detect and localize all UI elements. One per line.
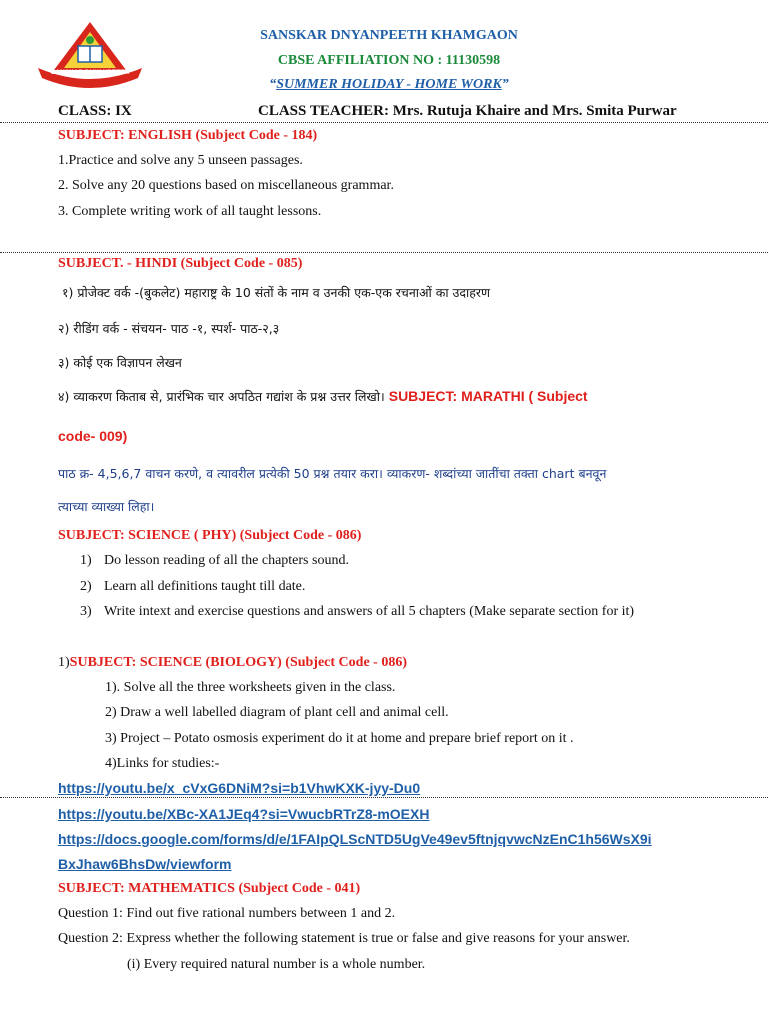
quote-open: “ xyxy=(269,77,277,92)
hindi-heading: SUBJECT. - HINDI (Subject Code - 085) xyxy=(58,256,303,271)
english-heading: SUBJECT: ENGLISH (Subject Code - 184) xyxy=(58,128,318,143)
logo-banner-text: SANSKAR DNYANPEETH xyxy=(50,69,130,76)
quote-close: ” xyxy=(501,77,509,92)
class-teacher: CLASS TEACHER: Mrs. Rutuja Khaire and Mrs. Smita Purwar xyxy=(258,103,677,119)
marathi-text: पाठ क्र- 4,5,6,7 वाचन करणे, व त्यावरील प्रत्येकी 50 प्रश्न तयार करा। व्याकरण- शब्दांच्या जातींचा तक्ता chart बनवून xyxy=(58,466,607,481)
physics-heading: SUBJECT: SCIENCE ( PHY) (Subject Code - 086) xyxy=(58,528,362,543)
item-text: Write intext and exercise questions and answers of all 5 chapters (Make separate section for it) xyxy=(104,604,635,619)
physics-item xyxy=(80,579,305,595)
item-number: 1) xyxy=(80,553,92,568)
item-text: Do lesson reading of all the chapters sound. xyxy=(104,553,349,568)
physics-item xyxy=(80,604,634,620)
divider xyxy=(0,797,768,798)
marathi-heading: SUBJECT: MARATHI ( Subject xyxy=(388,388,588,404)
biology-item: 3) Project – Potato osmosis experiment do it at home and prepare brief report on it . xyxy=(105,731,574,746)
hindi-item: ४) व्याकरण किताब से, प्रारंभिक चार अपठित गद्यांश के प्रश्न उत्तर लिखो। xyxy=(58,389,385,404)
item-text: Learn all definitions taught till date. xyxy=(104,579,306,594)
physics-item xyxy=(80,553,349,569)
marathi-heading-cont: code- 009) xyxy=(58,428,128,444)
school-name: SANSKAR DNYANPEETH KHAMGAON xyxy=(260,28,518,43)
affiliation-line: CBSE AFFILIATION NO : 11130598 xyxy=(277,53,501,68)
study-link[interactable]: https://youtu.be/x_cVxG6DNiM?si=b1VhwKXK-jyy-Du0 xyxy=(58,780,421,796)
study-link[interactable]: https://youtu.be/XBc-XA1JEq4?si=VwucbRTrZ8-mOEXH xyxy=(58,806,430,822)
maths-question: Question 1: Find out five rational numbers between 1 and 2. xyxy=(58,906,396,921)
maths-heading: SUBJECT: MATHEMATICS (Subject Code - 041) xyxy=(58,881,361,896)
biology-item: 2) Draw a well labelled diagram of plant cell and animal cell. xyxy=(105,705,449,720)
biology-item: 1). Solve all the three worksheets given in the class. xyxy=(105,680,396,695)
marathi-text: त्याच्या व्याख्या लिहा। xyxy=(58,499,155,514)
homework-title xyxy=(0,77,768,93)
biology-prefix: 1) xyxy=(58,655,70,670)
hindi-item: ३) कोई एक विज्ञापन लेखन xyxy=(58,355,182,370)
biology-heading: SUBJECT: SCIENCE (BIOLOGY) (Subject Code - 086) xyxy=(69,655,407,670)
class-label: CLASS: IX xyxy=(58,103,132,119)
study-link[interactable]: https://docs.google.com/forms/d/e/1FAIpQLScNTD5UgVe49ev5ftnjqvwcNzEnC1h56WsX9i xyxy=(58,831,652,847)
study-link-cont[interactable]: BxJhaw6BhsDw/viewform xyxy=(58,856,232,872)
english-item: 2. Solve any 20 questions based on miscellaneous grammar. xyxy=(58,178,394,193)
english-item: 1.Practice and solve any 5 unseen passages. xyxy=(58,153,303,168)
maths-subquestion: (i) Every required natural number is a whole number. xyxy=(127,957,426,972)
item-number: 2) xyxy=(80,579,92,594)
biology-item: 4)Links for studies:- xyxy=(105,756,220,771)
hindi-item-row xyxy=(58,388,588,406)
biology-heading-row xyxy=(58,655,407,671)
item-number: 3) xyxy=(80,604,92,619)
divider xyxy=(0,252,768,253)
maths-question: Question 2: Express whether the following statement is true or false and give reasons for your answer. xyxy=(58,931,630,946)
english-item: 3. Complete writing work of all taught lessons. xyxy=(58,204,322,219)
hindi-item: १) प्रोजेक्ट वर्क -(बुकलेट) महाराष्ट्र के 10 संतों के नाम व उनकी एक-एक रचनाओं का उदाहरण xyxy=(62,285,491,300)
divider xyxy=(0,122,768,123)
title-text: SUMMER HOLIDAY - HOME WORK xyxy=(276,77,502,92)
hindi-item: २) रीडिंग वर्क - संचयन- पाठ -१, स्पर्श- पाठ-२,३ xyxy=(58,321,280,336)
